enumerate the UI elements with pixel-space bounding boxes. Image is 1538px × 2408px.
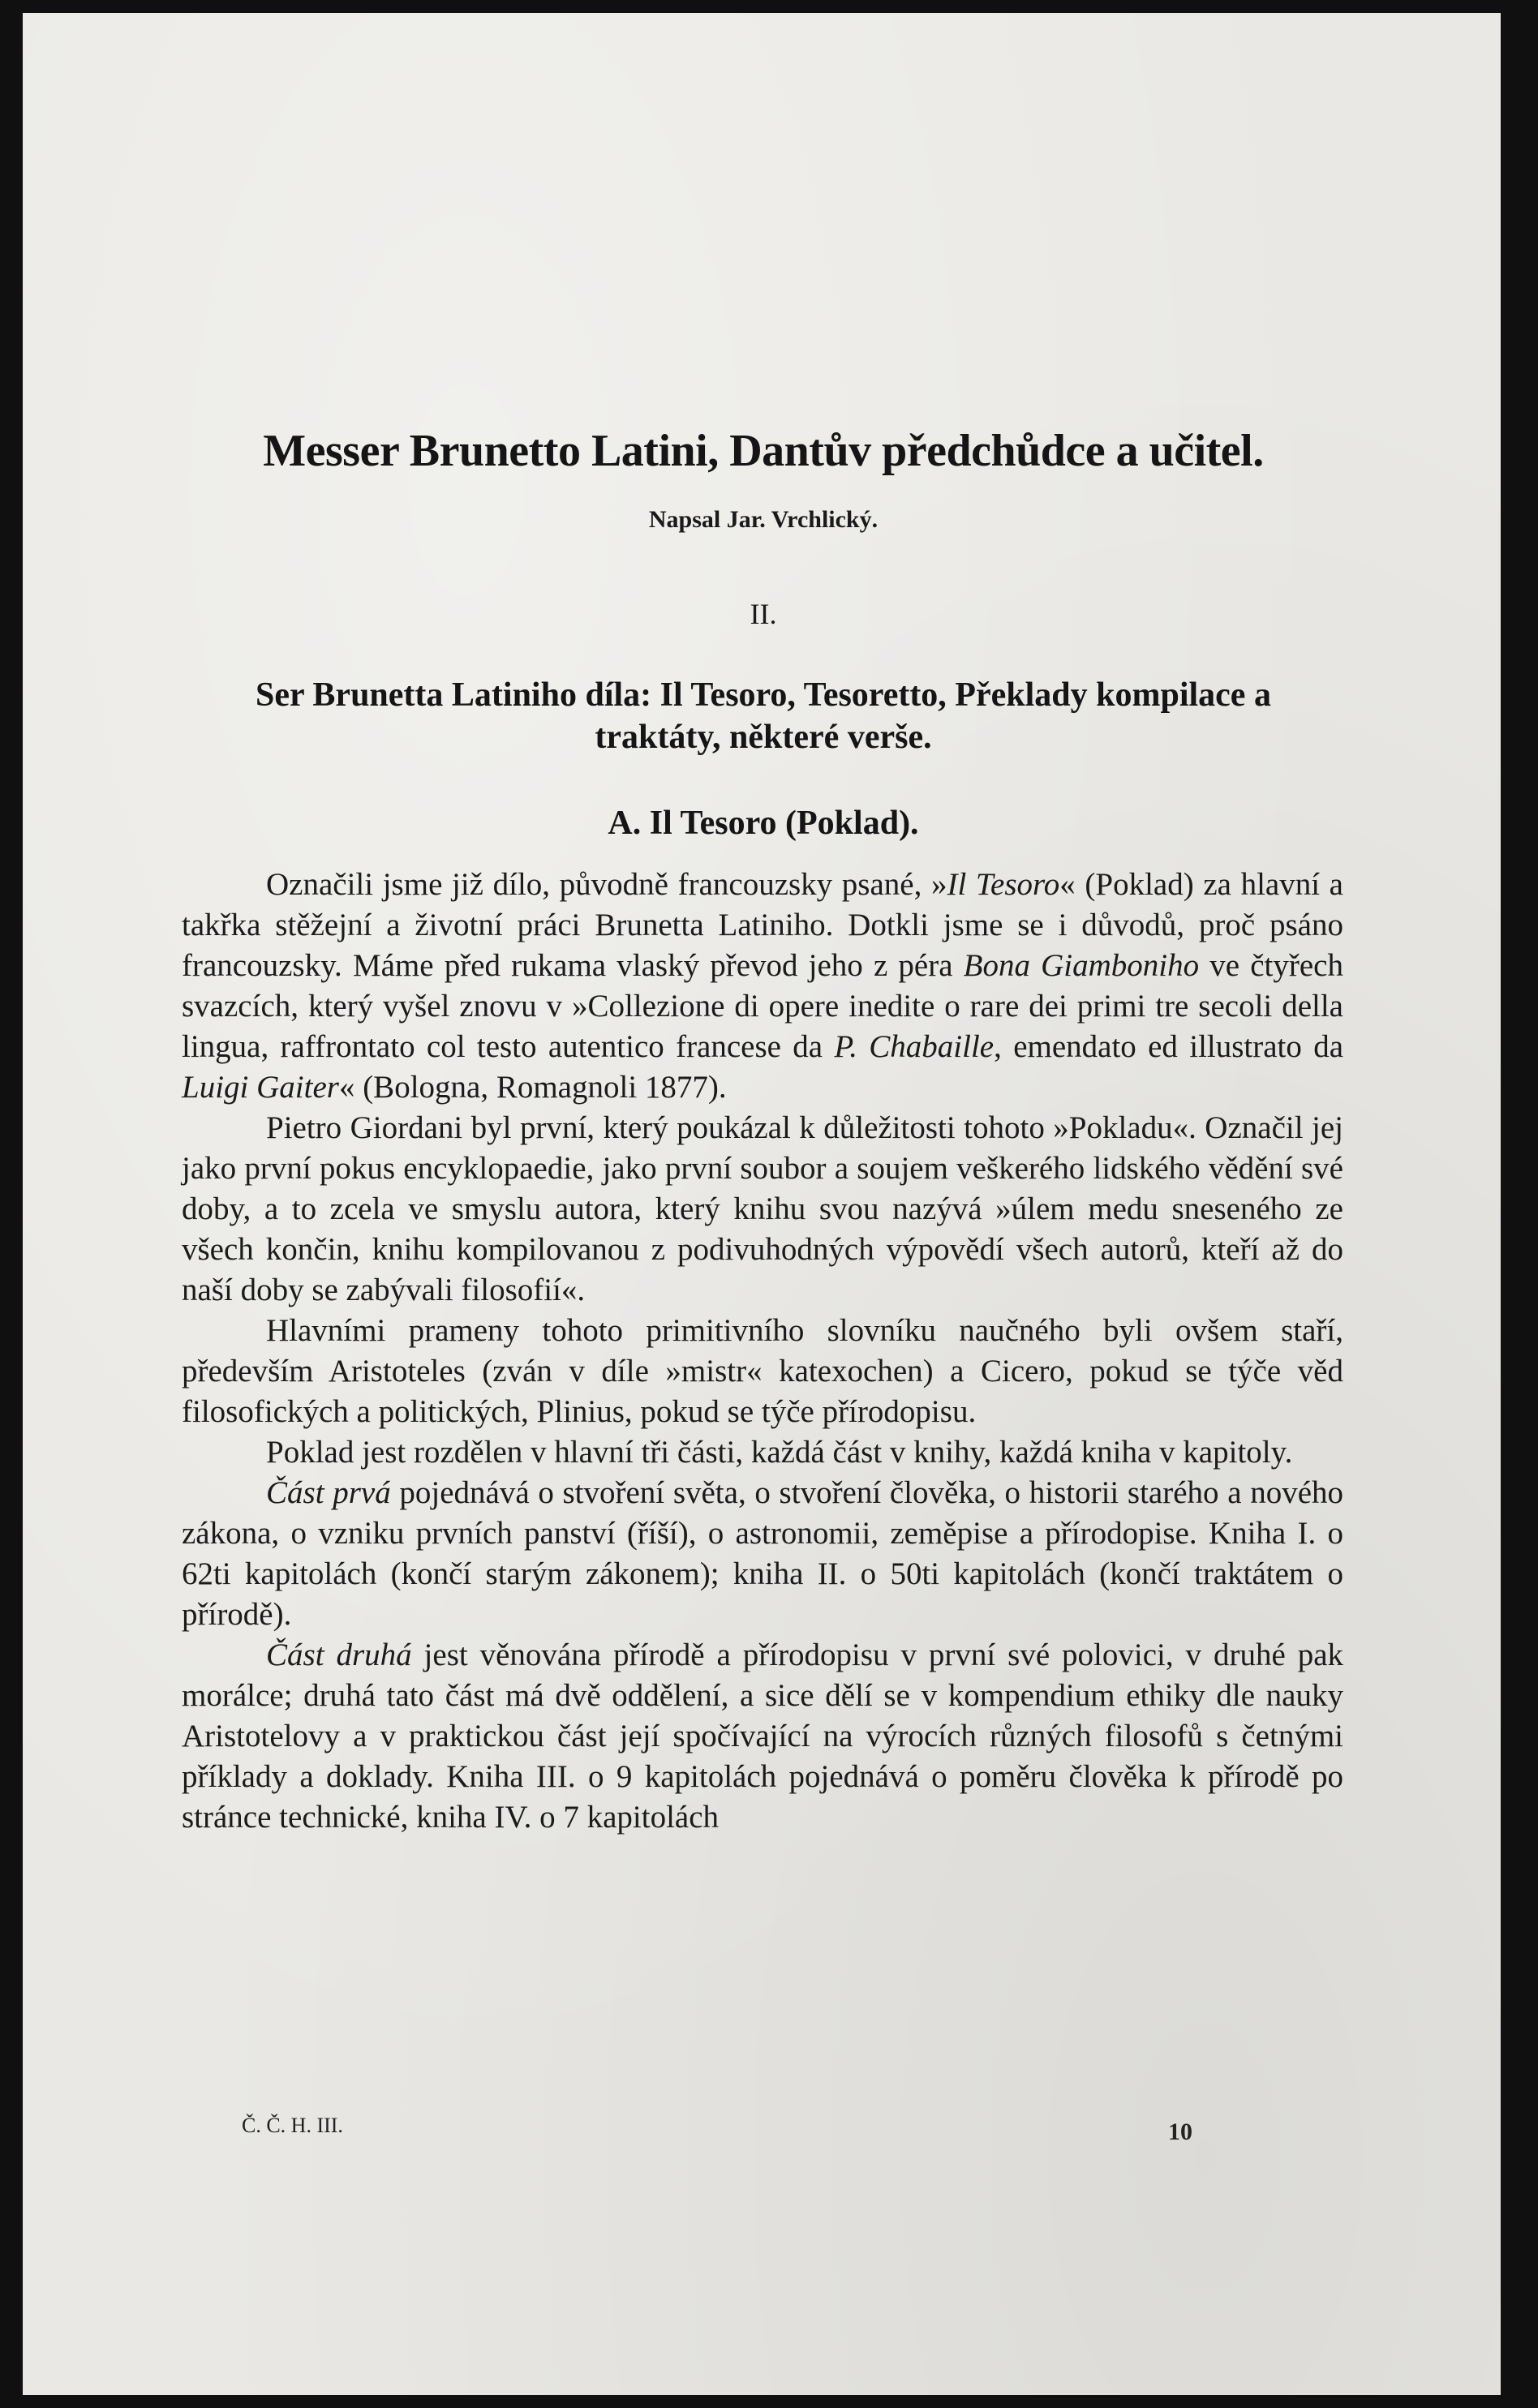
paragraph: Označili jsme již dílo, původně francouzsky psané, »Il Tesoro« (Poklad) za hlavní a takřka stěžejní a životní práci Brunetta Latiniho. Dotkli jsme se i důvodů, proč psáno francouzsky. Máme před rukama vlaský převod jeho z péra Bona Giamboniho ve čtyřech svazcích, který vyšel znovu v »Collezione di opere inedite o rare dei primi tre secoli della lingua, raffrontato col testo autentico francese da P. Chabaille, emendato ed illustrato da Luigi Gaiter« (Bologna, Romagnoli 1877). bbox=[182, 867, 1344, 1105]
author-line: Napsal Jar. Vrchlický. bbox=[648, 506, 879, 533]
paragraph: Část prvá pojednává o stvoření světa, o stvoření člověka, o historii starého a nového zákona, o vzniku prvních panství (říší), o astronomii, zeměpise a přírodopise. Kniha I. o 62ti kapitolách (končí starým zákonem); kniha II. o 50ti kapitolách (končí traktátem o přírodě). bbox=[182, 1475, 1344, 1632]
paragraph: Hlavními prameny tohoto primitivního slovníku naučného byli ovšem staří, především Aristoteles (zván v díle »mistr« katexochen) a Cicero, pokud se týče věd filosofických a politických, Plinius, pokud se týče přírodopisu. bbox=[182, 1313, 1343, 1429]
signature-mark: Č. Č. H. III. bbox=[242, 2114, 343, 2137]
page-number: 10 bbox=[1168, 2118, 1192, 2145]
book-page bbox=[23, 13, 1501, 2395]
article-title: Messer Brunetto Latini, Dantův předchůdce a učitel. bbox=[263, 426, 1264, 476]
paragraph: Poklad jest rozdělen v hlavní tři části, každá část v knihy, každá kniha v kapitoly. bbox=[266, 1435, 1293, 1470]
section-numeral: II. bbox=[750, 598, 777, 630]
paragraph: Část druhá jest věnována přírodě a přírodopisu v první své polovici, v druhé pak morálce; druhá tato část má dvě oddělení, a sice dělí se v kompendium ethiky dle nauky Aristotelovy a v praktickou část její spočívající na výrocích různých filosofů s četnými příklady a doklady. Kniha III. o 9 kapitolách pojednává o poměru člověka k přírodě po stránce technické, kniha IV. o 7 kapitolách bbox=[182, 1638, 1343, 1835]
paragraph: Pietro Giordani byl první, který poukázal k důležitosti tohoto »Pokladu«. Označil jej jako první pokus encyklopaedie, jako první soubor a soujem veškerého lidského vědění své doby, a to zcela ve smyslu autora, který knihu svou nazývá »úlem medu sneseného ze všech končin, knihu kompilovanou z podivuhodných výpovědí všech autorů, kteří až do naší doby se zabývali filosofií«. bbox=[182, 1110, 1343, 1307]
subheading: A. Il Tesoro (Poklad). bbox=[608, 805, 919, 842]
section-heading: Ser Brunetta Latiniho díla: Il Tesoro, Tesoretto, Překlady kompilace a traktáty, některé verše. bbox=[256, 676, 1271, 756]
body-text bbox=[182, 865, 1343, 1838]
